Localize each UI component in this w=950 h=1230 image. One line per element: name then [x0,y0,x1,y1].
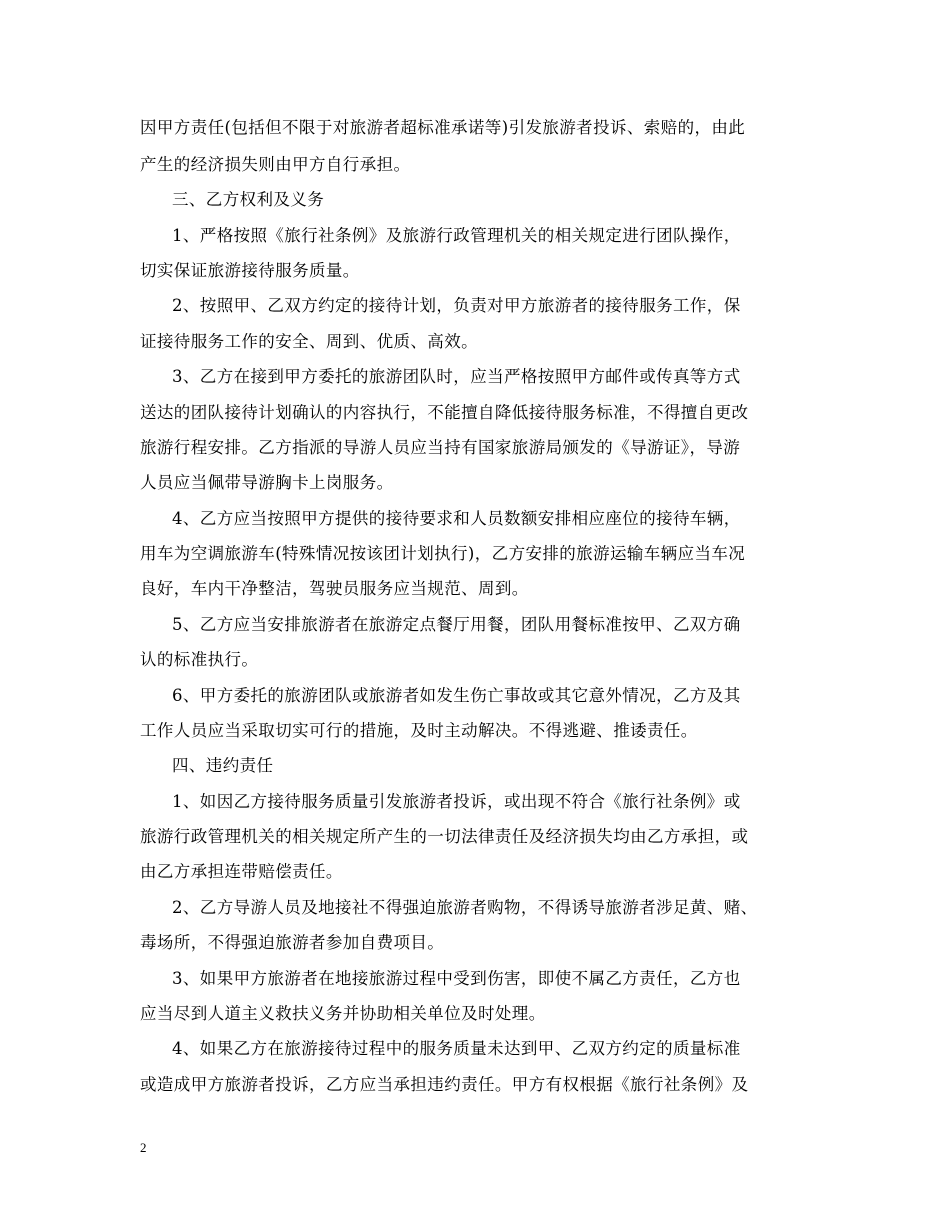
paragraph-line: 应当尽到人道主义救扶义务并协助相关单位及时处理。 [140,1004,546,1023]
paragraph-line: 认的标准执行。 [140,650,259,669]
paragraph-line: 6、甲方委托的旅游团队或旅游者如发生伤亡事故或其它意外情况，乙方及其 [172,686,741,705]
paragraph-line: 4、乙方应当按照甲方提供的接待要求和人员数额安排相应座位的接待车辆， [172,509,741,528]
paragraph-line: 或造成甲方旅游者投诉，乙方应当承担违约责任。甲方有权根据《旅行社条例》及 [140,1075,749,1094]
paragraph-line: 切实保证旅游接待服务质量。 [140,261,360,280]
paragraph-line: 4、如果乙方在旅游接待过程中的服务质量未达到甲、乙双方约定的质量标准 [172,1039,741,1058]
paragraph-line: 1、严格按照《旅行社条例》及旅游行政管理机关的相关规定进行团队操作， [172,226,741,245]
paragraph-line: 由乙方承担连带赔偿责任。 [140,862,343,881]
paragraph-line: 1、如因乙方接待服务质量引发旅游者投诉，或出现不符合《旅行社条例》或 [172,792,741,811]
paragraph-line: 人员应当佩带导游胸卡上岗服务。 [140,473,394,492]
paragraph-line: 送达的团队接待计划确认的内容执行，不能擅自降低接待服务标准，不得擅自更改 [140,403,749,422]
section-heading: 三、乙方权利及义务 [172,190,325,209]
paragraph-line: 2、按照甲、乙双方约定的接待计划，负责对甲方旅游者的接待服务工作，保 [172,296,741,315]
paragraph-line: 旅游行政管理机关的相关规定所产生的一切法律责任及经济损失均由乙方承担，或 [140,827,749,846]
paragraph-line: 3、乙方在接到甲方委托的旅游团队时，应当严格按照甲方邮件或传真等方式 [172,367,741,386]
section-heading: 四、违约责任 [172,756,274,775]
paragraph-line: 工作人员应当采取切实可行的措施，及时主动解决。不得逃避、推诿责任。 [140,721,698,740]
paragraph-line: 毒场所，不得强迫旅游者参加自费项目。 [140,933,445,952]
paragraph-line: 3、如果甲方旅游者在地接旅游过程中受到伤害，即使不属乙方责任，乙方也 [172,969,741,988]
paragraph-line: 产生的经济损失则由甲方自行承担。 [140,155,411,174]
paragraph-line: 旅游行程安排。乙方指派的导游人员应当持有国家旅游局颁发的《导游证》，导游 [140,438,741,457]
paragraph-line: 2、乙方导游人员及地接社不得强迫旅游者购物，不得诱导旅游者涉足黄、赌、 [172,898,758,917]
paragraph-line: 用车为空调旅游车(特殊情况按该团计划执行)，乙方安排的旅游运输车辆应当车况 [140,544,746,563]
paragraph-line: 良好，车内干净整洁，驾驶员服务应当规范、周到。 [140,579,529,598]
paragraph-line: 因甲方责任(包括但不限于对旅游者超标准承诺等)引发旅游者投诉、索赔的，由此 [140,118,746,137]
page-number: 2 [140,1140,147,1155]
paragraph-line: 证接待服务工作的安全、周到、优质、高效。 [140,332,478,351]
paragraph-line: 5、乙方应当安排旅游者在旅游定点餐厅用餐，团队用餐标准按甲、乙双方确 [172,615,741,634]
